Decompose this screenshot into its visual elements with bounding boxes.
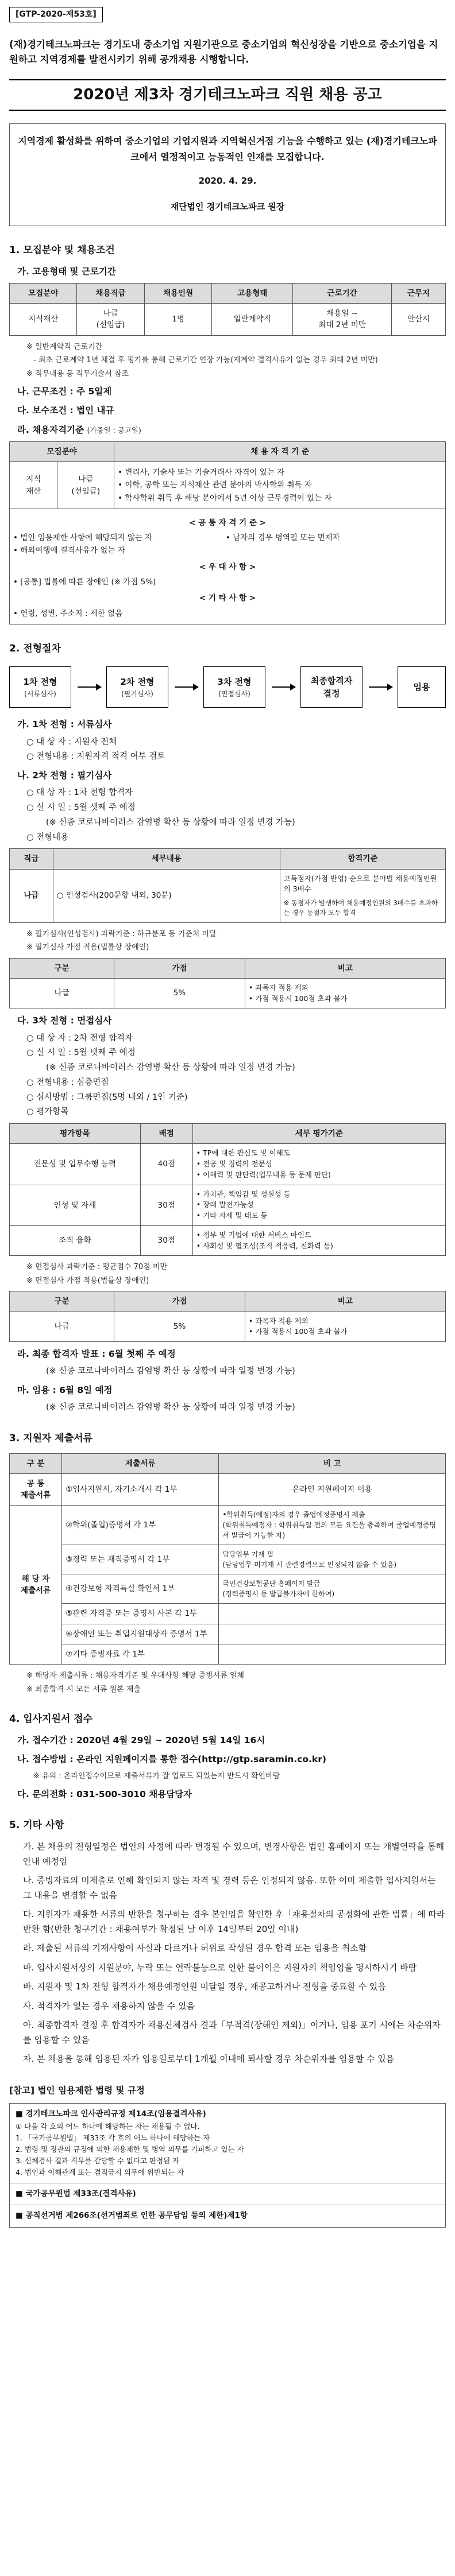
common-cell — [10, 509, 446, 624]
arrow-right-icon — [272, 686, 295, 688]
s2-da-line: ○ 실 시 일 : 5월 넷째 주 예정 — [26, 1048, 136, 1058]
flow-step-title: 최종합격자 결정 — [310, 675, 353, 699]
table-row — [10, 1604, 446, 1624]
common-item: • 법인 임용제한 사항에 해당되지 않는 자 — [13, 533, 153, 543]
s2-ma: 마. 임용 : 6월 8일 예정 — [17, 1385, 113, 1396]
section-4-heading: 4. 입사지원서 접수 — [9, 1713, 93, 1725]
td — [219, 1604, 446, 1624]
s2-ga: 가. 1차 전형 : 서류심사 — [17, 719, 112, 730]
s2-da-note2: ※ 면접심사 가점 적용(법률상 장애인) — [26, 1276, 149, 1285]
td: 담당업무 기재 필 (담당업무 미기재 시 관련경력으로 인정되지 않을 수 있음) — [219, 1545, 446, 1574]
th: 구 분 — [10, 1453, 62, 1473]
section-3-heading: 3. 지원자 제출서류 — [9, 1433, 93, 1445]
table-row — [10, 462, 446, 509]
th: 모집분야 — [10, 283, 77, 303]
table-row — [10, 1644, 446, 1664]
s2-na-note2: ※ 필기심사(인성검사) 과락기준 : 하규분포 등 기준치 미달 — [26, 929, 217, 938]
flow-step-sub: (서류심사) — [24, 689, 56, 698]
pass-note: ※ 동점자가 발생하여 채용예정인원의 3배수를 초과하는 경우 동점자 모두 합격 — [283, 899, 438, 917]
th: 평가항목 — [10, 1124, 141, 1144]
notice-box — [9, 123, 446, 226]
table-row — [10, 1473, 446, 1506]
td: 5% — [114, 978, 245, 1008]
td: 조직 융화 — [10, 1225, 141, 1256]
th: 직급 — [10, 849, 53, 869]
td: 나급 (선임급) — [77, 304, 144, 336]
s2-ra-note: (※ 신종 코로나바이러스 감염병 확산 등 상황에 따라 일정 변경 가능) — [46, 1367, 295, 1376]
table-row — [10, 978, 446, 1008]
s3-note: ※ 해당자 제출서류 : 채용자격기준 및 우대사항 해당 증빙서류 일체 — [26, 1671, 244, 1681]
th: 비고 — [245, 1291, 445, 1312]
th: 채용직급 — [77, 283, 144, 303]
table-row — [10, 304, 446, 336]
arrow-right-icon — [369, 686, 392, 688]
td: 일반계약직 — [212, 304, 293, 336]
s2-da-note: (※ 신종 코로나바이러스 감염병 확산 등 상황에 따라 일정 변경 가능) — [46, 1063, 295, 1073]
th: 비 고 — [219, 1453, 446, 1473]
flow-step-sub: (필기심사) — [121, 689, 153, 698]
interview-table — [9, 1123, 446, 1256]
flow-step-4 — [300, 666, 363, 708]
s1-ra-label: 라. 채용자격기준 — [17, 424, 84, 435]
s5-item: 라. 제출된 서류의 기재사항이 사실과 다르거나 허위로 작성된 경우 합격 또는 임용을 취소함 — [23, 1943, 367, 1954]
s2-da-note2: ※ 면접심사 과락기준 : 평균점수 70점 미만 — [26, 1263, 167, 1272]
td: 5% — [114, 1312, 245, 1342]
th: 채용인원 — [144, 283, 211, 303]
table-row — [10, 1144, 446, 1185]
th: 비고 — [245, 958, 445, 978]
th: 가점 — [114, 958, 245, 978]
td: ○ 인성검사(200문항 내외, 30분) — [53, 869, 280, 922]
reference-body: ① 다음 각 호의 어느 하나에 해당하는 자는 채용될 수 없다. 1. 「국가공무원법」 제33조 각 호의 어느 하나에 해당하는 자 2. 법령 및 정관의 규정에 의한 채용제한 및 병역 의무를 기피하고 있는 자 3. 신체검사 결과 직무를 감당할 수 없다고 판정된 자 4. 법인과 이해관계 또는 겸직금지 의무에 위반되는 자 — [16, 2121, 244, 2177]
s5-item: 다. 지원자가 채용한 서류의 반환을 청구하는 경우 본인임을 확인한 후「채용절차의 공정화에 관한 법률」에 따라 반환 함(반환 청구기간 : 채용여부가 확정된 날 이후 14일부터 20일 이내) — [23, 1909, 445, 1934]
table-row — [10, 1545, 446, 1574]
td: ①입사지원서, 자기소개서 각 1부 — [62, 1473, 219, 1506]
reference-block — [10, 2183, 445, 2206]
s2-da: 다. 3차 전형 : 면접심사 — [17, 1015, 112, 1026]
bonus-table-written — [9, 958, 446, 1009]
s5-item: 바. 지원자 및 1차 전형 합격자가 채용예정인원 미달일 경우, 재공고하거나 전형을 중료할 수 있음 — [23, 1981, 386, 1992]
s3-note: ※ 최종합격 시 모든 서류 원본 제출 — [26, 1685, 141, 1694]
common-item: • 남자의 경우 병역필 또는 면제자 — [225, 533, 340, 543]
section-1-heading: 1. 모집분야 및 채용조건 — [9, 245, 115, 257]
td: ③경력 또는 재직증명서 각 1부 — [62, 1545, 219, 1574]
s2-na-line: ○ 대 상 자 : 1차 전형 합격자 — [26, 788, 133, 798]
td: 40점 — [140, 1144, 192, 1185]
common-item: • 해외여행에 결격사유가 없는 자 — [13, 546, 125, 556]
common-label: < 공 통 자 격 기 준 > — [189, 518, 266, 527]
th: 구분 — [10, 1291, 114, 1312]
flow-step-title: 임용 — [413, 682, 430, 693]
s2-da-more: ○ 평가항목 — [26, 1107, 69, 1117]
s5-item: 마. 입사지원서상의 지원분야, 누락 또는 연락불능으로 인한 불이익은 지원자의 책임임을 명시하시기 바람 — [23, 1962, 417, 1973]
s1-ga: 가. 고용형태 및 근로기간 — [17, 266, 116, 277]
pref-item: • [공통] 법률에 따른 장애인 (※ 가점 5%) — [13, 577, 156, 587]
s2-ma-note: (※ 신종 코로나바이러스 감염병 확산 등 상황에 따라 일정 변경 가능) — [46, 1403, 295, 1413]
criteria-item: • 학사학위 취득 후 해당 분야에서 5년 이상 근무경력이 있는 자 — [118, 493, 332, 503]
s5-item: 나. 증빙자료의 미제출로 인해 확인되지 않는 자격 및 경력 등은 인정되지 않음. 또한 이미 제출한 입사지원서는 그 내용을 변경할 수 없음 — [23, 1875, 436, 1900]
reference-box — [9, 2103, 446, 2228]
table-row — [10, 1312, 446, 1342]
s5-item: 자. 본 채용을 통해 임용된 자가 임용일로부터 1개월 이내에 퇴사할 경우 차순위자를 임용할 수 있음 — [23, 2054, 395, 2065]
pref-label: < 우 대 사 항 > — [199, 562, 256, 572]
td: 해 당 자 제출서류 — [10, 1506, 62, 1665]
td: 인성 및 자세 — [10, 1185, 141, 1225]
document-number: [GTP-2020-제53호] — [9, 7, 103, 22]
td: • 정부 및 기업에 대한 서비스 마인드 • 사회성 및 협조성(조직 적응력, 친화력 등) — [192, 1225, 445, 1256]
criteria-item: • 변리사, 기술사 또는 기술거래사 자격이 있는 자 — [118, 468, 285, 478]
notice-text: 지역경제 활성화를 위하여 중소기업의 기업지원과 지역혁신거점 기능을 수행하고 있는 (재)경기테크노파크에서 열정적이고 능동적인 인재를 모집합니다. — [18, 135, 437, 163]
reference-heading: ■ 국가공무원법 제33조(결격사유) — [16, 2189, 136, 2198]
table-row — [10, 1574, 446, 1604]
th: 채 용 자 격 기 준 — [114, 441, 446, 461]
th: 근로기간 — [293, 283, 392, 303]
s2-ra: 라. 최종 합격자 발표 : 6월 첫째 주 예정 — [17, 1349, 176, 1360]
th: 세부 평가기준 — [192, 1124, 445, 1144]
flow-step-3 — [203, 666, 265, 708]
s2-da-more: ○ 전형내용 : 심층면접 — [26, 1077, 109, 1087]
td: ⑤관련 자격증 또는 증명서 사본 각 1부 — [62, 1604, 219, 1624]
etc-item: • 연령, 성별, 주소지 : 제한 없음 — [13, 608, 123, 618]
flow-step-title: 3차 전형 — [217, 677, 252, 688]
td: 30점 — [140, 1185, 192, 1225]
td: 나급 (선임급) — [57, 462, 114, 509]
s2-ga-line: ○ 대 상 자 : 지원자 전체 — [26, 737, 117, 747]
s4-na-note: ※ 유의 : 온라인접수이므로 제출서류가 잘 업로드 되었는지 반드시 확인바람 — [33, 1772, 280, 1781]
reference-title: [참고] 법인 임용제한 법령 및 규정 — [9, 2085, 145, 2096]
table-row — [10, 1185, 446, 1225]
table-row — [10, 869, 446, 922]
notice-date: 2020. 4. 29. — [198, 176, 257, 187]
flow-step-2 — [106, 666, 168, 708]
s5-item: 사. 적격자가 없는 경우 채용하지 않을 수 있음 — [23, 2000, 195, 2011]
th: 제출서류 — [62, 1453, 219, 1473]
table-row — [10, 1225, 446, 1256]
s1-ra — [17, 424, 446, 437]
flow-step-5 — [398, 666, 446, 708]
page-title: 2020년 제3차 경기테크노파크 직원 채용 공고 — [9, 79, 446, 111]
intro-text: (재)경기테크노파크는 경기도내 중소기업 지원기관으로 중소기업의 혁신성장을 기반으로 중소기업을 지원하고 지역경제를 발전시키기 위해 공개채용 시행합니다. — [9, 39, 438, 65]
process-flow — [9, 666, 446, 708]
reference-heading: ■ 공직선거법 제266조(선거범죄로 인한 공무담임 등의 제한)제1항 — [16, 2211, 248, 2221]
th: 세부내용 — [53, 849, 280, 869]
table-row — [10, 509, 446, 624]
s2-da-line: ○ 대 상 자 : 2차 전형 합격자 — [26, 1033, 133, 1043]
s2-na: 나. 2차 전형 : 필기심사 — [17, 770, 112, 781]
flow-step-1 — [9, 666, 71, 708]
criteria-item: • 이학, 공학 또는 지식재산 관련 분야의 박사학위 취득 자 — [118, 480, 312, 490]
table-row — [10, 1624, 446, 1644]
s2-na-line: ○ 실 시 일 : 5월 셋째 주 예정 — [26, 803, 136, 813]
s4-ga: 가. 접수기간 : 2020년 4월 29일 ~ 2020년 5월 14일 16시 — [17, 1735, 265, 1745]
section-5-heading: 5. 기타 사항 — [9, 1819, 64, 1831]
td: 안산시 — [392, 304, 446, 336]
s5-item: 가. 본 채용의 전형일정은 법인의 사정에 따라 변경될 수 있으며, 변경사항은 법인 홈페이지 또는 개별연락을 통해 안내 예정임 — [23, 1841, 445, 1867]
th: 근무지 — [392, 283, 446, 303]
th: 배점 — [140, 1124, 192, 1144]
td: 나급 — [10, 978, 114, 1008]
s1-note: ※ 일반계약직 근로기간 — [26, 342, 103, 351]
td — [280, 869, 445, 922]
td — [219, 1624, 446, 1644]
reference-block — [10, 2104, 445, 2183]
arrow-right-icon — [175, 686, 198, 688]
qualification-table — [9, 441, 446, 624]
td: 공 통 제출서류 — [10, 1473, 62, 1506]
td: •학위취득(예정)자의 경우 졸업예정증명서 제출 (학위취득예정자 : 학위취득일 전의 모든 요건을 충족하여 졸업예정증명서 발급이 가능한 자) — [219, 1506, 446, 1545]
th: 가점 — [114, 1291, 245, 1312]
criteria-cell — [114, 462, 446, 509]
td: 나급 — [10, 869, 53, 922]
th: 합격기준 — [280, 849, 445, 869]
documents-table — [9, 1453, 446, 1665]
td: • 가치관, 책임감 및 성실성 등 • 장래 발전가능성 • 기타 자세 및 태도 등 — [192, 1185, 445, 1225]
s2-ga-line: ○ 전형내용 : 지원자격 적격 여부 검토 — [26, 752, 165, 762]
written-test-table — [9, 848, 446, 922]
s1-na: 나. 근무조건 : 주 5일제 — [17, 386, 112, 397]
td: 채용일 ~ 최대 2년 미만 — [293, 304, 392, 336]
th: 모집분야 — [10, 441, 114, 461]
s4-na: 나. 접수방법 : 온라인 지원페이지를 통한 접수(http://gtp.saramin.co.kr) — [17, 1753, 326, 1764]
td: • TP에 대한 관심도 및 이해도 • 전공 및 경력의 전문성 • 이해력 및 판단력(업무내용 등 문제 판단) — [192, 1144, 445, 1185]
flow-step-sub: (면접심사) — [218, 689, 250, 698]
td: 30점 — [140, 1225, 192, 1256]
s1-note: ※ 직무내용 등 직무기술서 참조 — [26, 369, 129, 378]
s1-note: - 최초 근로계약 1년 체결 후 평가를 통해 근로기간 연장 가능(재계약 결격사유가 없는 경우 최대 2년 미만) — [33, 356, 378, 365]
td: 나급 — [10, 1312, 114, 1342]
th: 구분 — [10, 958, 114, 978]
arrow-right-icon — [78, 686, 101, 688]
flow-step-title: 2차 전형 — [120, 677, 155, 688]
s2-da-more: ○ 심사방법 : 그룹면접(5명 내외 / 1인 기준) — [26, 1092, 188, 1102]
s4-da: 다. 문의전화 : 031-500-3010 채용담당자 — [17, 1789, 192, 1799]
etc-label: < 기 타 사 항 > — [199, 593, 256, 603]
td — [219, 1644, 446, 1664]
td: ④건강보험 자격득실 확인서 1부 — [62, 1574, 219, 1604]
td: • 과목자 적용 제외 • 가점 적용시 100점 초과 불가 — [245, 1312, 445, 1342]
flow-step-title: 1차 전형 — [23, 677, 57, 688]
pass-criteria: 고득점자(가점 반영) 순으로 분야별 채용예정인원의 3배수 — [283, 874, 437, 894]
s1-da: 다. 보수조건 : 법인 내규 — [17, 405, 114, 416]
td: 국민건강보험공단 홈페이지 발급 (경력증명서 등 발급불가자에 한하여) — [219, 1574, 446, 1604]
s2-na-note: (※ 신종 코로나바이러스 감염병 확산 등 상황에 따라 일정 변경 가능) — [46, 817, 295, 827]
employment-table — [9, 283, 446, 336]
s1-ra-sub: (가중일 : 공고일) — [87, 425, 141, 434]
section-2-heading: 2. 전형절차 — [9, 642, 61, 654]
notice-signature: 재단법인 경기테크노파크 원장 — [170, 201, 285, 212]
td: ②학위(졸업)증명서 각 1부 — [62, 1506, 219, 1545]
td: 1명 — [144, 304, 211, 336]
reference-block — [10, 2205, 445, 2227]
td: 전문성 및 업무수행 능력 — [10, 1144, 141, 1185]
s2-na-note2: ※ 필기심사 가점 적용(법률상 장애인) — [26, 943, 149, 952]
td: ⑥장애인 또는 취업지원대상자 증명서 1부 — [62, 1624, 219, 1644]
td: 지식 재산 — [10, 462, 57, 509]
td: • 과목자 적용 제외 • 가점 적용시 100점 초과 불가 — [245, 978, 445, 1008]
td: 지식재산 — [10, 304, 77, 336]
table-row — [10, 1506, 446, 1545]
th: 고용형태 — [212, 283, 293, 303]
reference-heading: ■ 경기테크노파크 인사관리규정 제14조(임용결격사유) — [16, 2109, 206, 2119]
bonus-table-interview — [9, 1291, 446, 1342]
s2-na-method: ○ 전형내용 — [26, 832, 69, 842]
td: ⑦기타 증빙자료 각 1부 — [62, 1644, 219, 1664]
td: 온라인 지원페이지 이용 — [219, 1473, 446, 1506]
s5-item: 아. 최종합격자 결정 후 합격자가 채용신체검사 결과「부적격(장해인 제외)」이거나, 임용 포기 시에는 차순위자를 임용할 수 있음 — [23, 2020, 441, 2045]
